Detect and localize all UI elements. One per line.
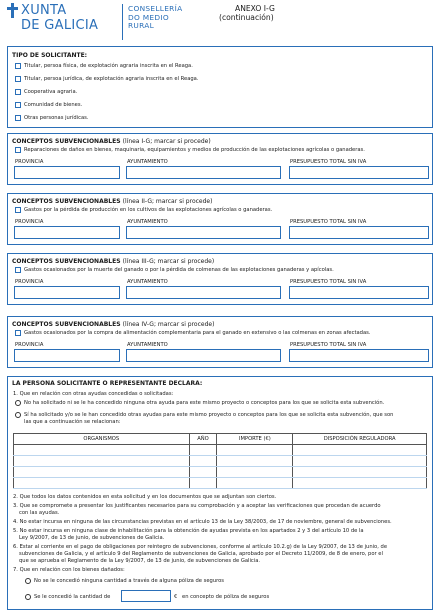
logo-text-line2: DE GALICIA (21, 18, 99, 33)
checkbox[interactable] (15, 267, 21, 273)
conselleria-line1: CONSELLERÍA (128, 4, 183, 13)
table-row (14, 467, 427, 478)
option-si-otras-ayudas: Sí ha solicitado y/o se le han concedido otras ayudas para este mismo proyecto o conceptos para los que se solicita esta subvención, que son (24, 412, 394, 418)
option-label: Titular, persoa jurídica, de explotación agraria inscrita en el Reaga. (24, 76, 199, 82)
concept-label: Gastos ocasionados por la compra de alimentación complementaria para el ganado en extensivo o las colmenas en zonas afectadas. (24, 330, 371, 336)
checkbox[interactable] (15, 76, 21, 82)
logo-text-line1: XUNTA (21, 3, 67, 18)
concept-label: Gastos ocasionados por la muerte del ganado o por la pérdida de colmenas de las explotaciones ganaderas y apícolas. (24, 267, 334, 273)
section-title: CONCEPTOS SUBVENCIONABLES (línea I-G; marcar si procede) (12, 138, 211, 145)
declara-point-1: 1. Que en relación con otras ayudas concedidas o solicitadas: (13, 391, 174, 397)
provincia-input[interactable] (14, 286, 120, 299)
provincia-input[interactable] (14, 166, 120, 179)
ayuntamiento-label: AYUNTAMIENTO (127, 342, 168, 348)
declara-point-6-cont: subvenciones de Galicia, y el artículo 9 del Reglamento de subvenciones de Galicia, aprobado por el Decreto 11/2009, de 8 de enero, por el (19, 551, 383, 557)
option-no-otras-ayudas: No ha solicitado ni se le ha concedido ninguna otra ayuda para este mismo proyecto o conceptos para los que se solicita esta subvención. (24, 400, 385, 406)
presupuesto-label: PRESUPUESTO TOTAL SIN IVA (290, 279, 367, 285)
checkbox[interactable] (15, 207, 21, 213)
ayuntamiento-input[interactable] (126, 349, 281, 362)
checkbox[interactable] (15, 330, 21, 336)
provincia-label: PROVINCIA (15, 159, 44, 165)
section-title: TIPO DE SOLICITANTE: (12, 52, 88, 59)
cantidad-poliza-input[interactable] (121, 590, 171, 602)
logo-divider (122, 4, 123, 40)
declara-point-4: 4. No estar incursa en ninguna de las circunstancias previstas en el artículo 13 de la Ley 38/2003, de 17 de noviembre, general de subvenciones. (13, 519, 392, 525)
section-line: (línea III-G; marcar si procede) (122, 258, 215, 265)
checkbox[interactable] (15, 89, 21, 95)
column-header: IMPORTE (€) (217, 434, 293, 445)
concept-label: Gastos por la pérdida de producción en los cultivos de las explotaciones agrícolas o ganaderas. (24, 207, 273, 213)
declara-point-5: 5. No estar incursa en ninguna clase de inhabilitación para la obtención de ayudas prevista en los apartados 2 y 3 del artículo 10 de la (13, 528, 364, 534)
section-line: (línea II-G; marcar si procede) (122, 198, 213, 205)
declara-point-3-cont: con las ayudas. (19, 510, 60, 516)
checkbox[interactable] (15, 115, 21, 121)
section-title: CONCEPTOS SUBVENCIONABLES (línea IV-G; marcar si procede) (12, 321, 215, 328)
currency-symbol: € (174, 594, 178, 600)
checkbox[interactable] (15, 102, 21, 108)
annex-title: ANEXO I-G (235, 4, 275, 13)
radio-si-poliza[interactable] (25, 594, 31, 600)
provincia-label: PROVINCIA (15, 342, 44, 348)
radio-no-otras-ayudas[interactable] (15, 400, 21, 406)
tipo-solicitante-section (7, 46, 433, 128)
provincia-label: PROVINCIA (15, 279, 44, 285)
ayuntamiento-label: AYUNTAMIENTO (127, 219, 168, 225)
ayuntamiento-input[interactable] (126, 226, 281, 239)
column-header: DISPOSICIÓN REGULADORA (293, 434, 427, 445)
conceptos-section-ivg (7, 316, 433, 368)
presupuesto-input[interactable] (289, 166, 429, 179)
section-title: CONCEPTOS SUBVENCIONABLES (línea II-G; marcar si procede) (12, 198, 213, 205)
declara-point-3: 3. Que se compromete a presentar los justificantes necesarios para su comprobación y a aceptar las verificaciones que procedan de acuerdo (13, 503, 381, 509)
option-si-otras-ayudas-cont: las que a continuación se relacionan: (24, 419, 121, 425)
ayuntamiento-input[interactable] (126, 286, 281, 299)
conselleria-line2: DO MEDIO (128, 12, 169, 22)
table-row (14, 445, 427, 456)
concept-label: Reparaciones de daños en bienes, maquinaria, equipamientos y medios de producción de las explotaciones agrícolas o ganaderas. (24, 147, 365, 153)
radio-si-otras-ayudas[interactable] (15, 412, 21, 418)
declara-point-6: 6. Estar al corriente en el pago de obligaciones por reintegro de subvenciones, conforme al artículo 10.2.g) de la Ley 9/2007, de 13 de junio, de (13, 544, 388, 550)
declara-title: LA PERSONA SOLICITANTE O REPRESENTANTE DECLARA: (12, 380, 203, 387)
table-row (14, 478, 427, 489)
checkbox[interactable] (15, 147, 21, 153)
declara-point-6-cont2: que se aprueba el Reglamento de la Ley 9/2007, de 13 de junio, de subvenciones de Galicia. (19, 558, 261, 564)
conceptos-section-iig (7, 193, 433, 245)
xunta-cross-icon (7, 3, 18, 18)
option-label: Cooperativa agraria. (24, 89, 78, 95)
section-title: CONCEPTOS SUBVENCIONABLES (línea III-G; marcar si procede) (12, 258, 215, 265)
provincia-input[interactable] (14, 226, 120, 239)
presupuesto-input[interactable] (289, 226, 429, 239)
conceptos-section-ig (7, 133, 433, 185)
declara-point-7: 7. Que en relación con los bienes dañados: (13, 567, 125, 573)
provincia-label: PROVINCIA (15, 219, 44, 225)
presupuesto-input[interactable] (289, 349, 429, 362)
option-no-poliza: No se le concedió ninguna cantidad a través de alguna póliza de seguros (34, 578, 225, 584)
annex-subtitle: (continuación) (219, 13, 274, 22)
presupuesto-label: PRESUPUESTO TOTAL SIN IVA (290, 159, 367, 165)
ayuntamiento-label: AYUNTAMIENTO (127, 279, 168, 285)
ayuntamiento-label: AYUNTAMIENTO (127, 159, 168, 165)
option-label: Otras personas jurídicas. (24, 115, 89, 121)
presupuesto-label: PRESUPUESTO TOTAL SIN IVA (290, 219, 367, 225)
declara-point-2: 2. Que todos los datos contenidos en esta solicitud y en los documentos que se adjuntan son ciertos. (13, 494, 277, 500)
option-label: Titular, persoa física, de explotación agraria inscrita en el Reaga. (24, 63, 193, 69)
section-line: (línea IV-G; marcar si procede) (122, 321, 215, 328)
ayudas-table (13, 433, 427, 489)
presupuesto-input[interactable] (289, 286, 429, 299)
provincia-input[interactable] (14, 349, 120, 362)
option-si-poliza-post: en concepto de póliza de seguros (182, 594, 270, 600)
radio-no-poliza[interactable] (25, 578, 31, 584)
page-header (7, 2, 433, 42)
section-line: (línea I-G; marcar si procede) (122, 138, 211, 145)
column-header: ORGANISMOS (14, 434, 190, 445)
table-row (14, 456, 427, 467)
conselleria-line3: RURAL (128, 21, 155, 30)
checkbox[interactable] (15, 63, 21, 69)
option-label: Comunidad de bienes. (24, 102, 83, 108)
option-si-poliza: Se le concedió la cantidad de (34, 594, 111, 600)
column-header: AÑO (189, 434, 217, 445)
declara-point-5-cont: Ley 9/2007, de 13 de junio, de subvenciones de Galicia. (19, 535, 165, 541)
presupuesto-label: PRESUPUESTO TOTAL SIN IVA (290, 342, 367, 348)
ayuntamiento-input[interactable] (126, 166, 281, 179)
conceptos-section-iiig (7, 253, 433, 305)
